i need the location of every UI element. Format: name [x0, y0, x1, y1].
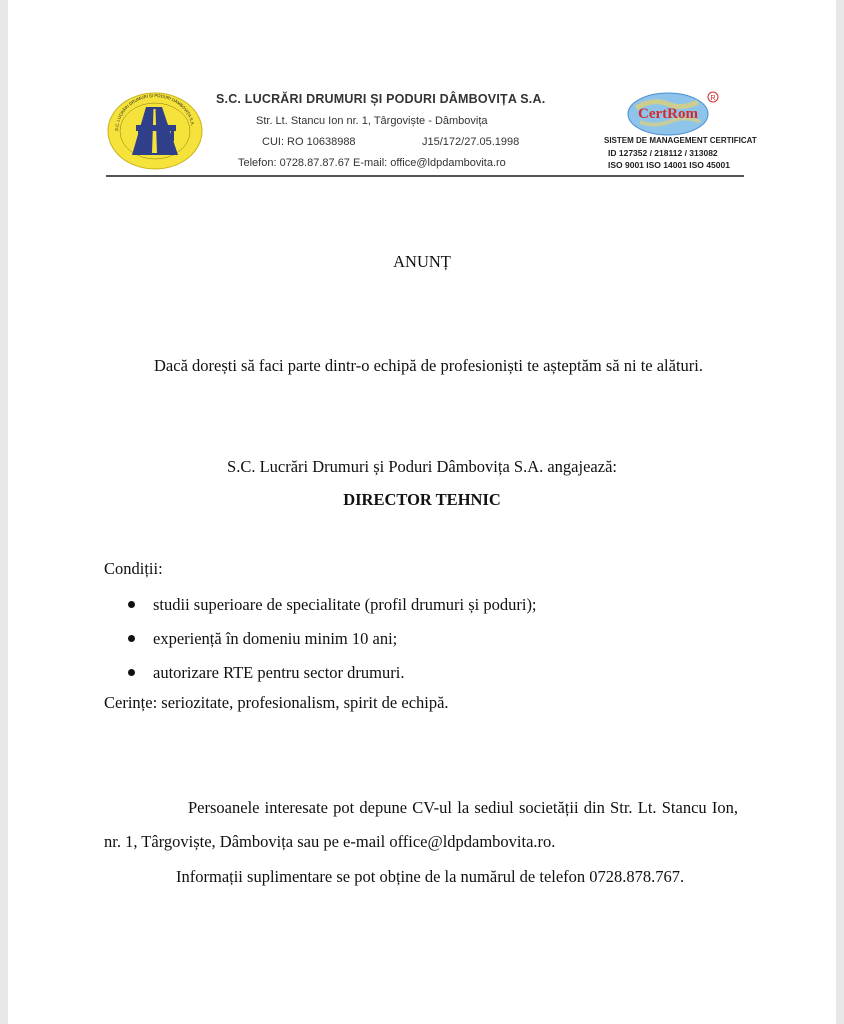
company-address: Str. Lt. Stancu Ion nr. 1, Târgoviște - Dâmbovița: [256, 115, 488, 127]
company-registration: J15/172/27.05.1998: [422, 136, 520, 148]
svg-text:CertRom: CertRom: [638, 106, 698, 122]
conditions-list: [104, 588, 537, 690]
letterhead: [106, 88, 757, 180]
condition-text: autorizare RTE pentru sector drumuri.: [153, 663, 405, 682]
intro-paragraph: Dacă dorești să faci parte dintr-o echipă de profesioniști te așteptăm să ni te alături.: [154, 356, 703, 375]
company-cui: CUI: RO 10638988: [262, 136, 356, 148]
svg-text:S.C. LUCRĂRI DRUMURI ȘI PODURI: S.C. LUCRĂRI DRUMURI ȘI PODURI DÂMBOVIȚA S.A.: [113, 92, 196, 132]
certrom-id-line: ID 127352 / 218112 / 313082: [608, 148, 718, 158]
more-info-paragraph: Informații suplimentare se pot obține de la numărul de telefon 0728.878.767.: [176, 867, 685, 886]
company-name: S.C. LUCRĂRI DRUMURI ȘI PODURI DÂMBOVIȚA S.A.: [216, 92, 546, 106]
condition-text: studii superioare de specialitate (profil drumuri și poduri);: [153, 595, 537, 614]
certrom-badge: [604, 88, 757, 174]
announcement-title: ANUNȚ: [393, 252, 451, 271]
letterhead-divider: [106, 175, 744, 177]
conditions-label: Condiții:: [104, 559, 163, 578]
certrom-logo: [622, 90, 722, 136]
list-item: [104, 588, 537, 622]
certrom-system-line: SISTEM DE MANAGEMENT CERTIFICAT: [604, 136, 757, 145]
bullet-icon: [128, 635, 135, 642]
application-paragraph: Persoanele interesate pot depune CV-ul la sediul societății din Str. Lt. Stancu Ion, nr. 1, Târgoviște, Dâmbovița sau pe e-mail office@ldpdambovita.ro.: [104, 798, 738, 851]
certrom-iso-line: ISO 9001 ISO 14001 ISO 45001: [608, 160, 730, 170]
hiring-line: S.C. Lucrări Drumuri și Poduri Dâmbovița S.A. angajează:: [227, 457, 617, 476]
requirements-line: Cerințe: seriozitate, profesionalism, spirit de echipă.: [104, 693, 449, 712]
condition-text: experiență în domeniu minim 10 ani;: [153, 629, 398, 648]
list-item: [104, 622, 537, 656]
bullet-icon: [128, 601, 135, 608]
company-logo: [106, 91, 204, 171]
list-item: [104, 656, 537, 690]
job-title: DIRECTOR TEHNIC: [343, 490, 501, 509]
company-contact: Telefon: 0728.87.87.67 E-mail: office@ldpdambovita.ro: [238, 157, 506, 169]
bullet-icon: [128, 669, 135, 676]
svg-text:R: R: [710, 95, 716, 102]
